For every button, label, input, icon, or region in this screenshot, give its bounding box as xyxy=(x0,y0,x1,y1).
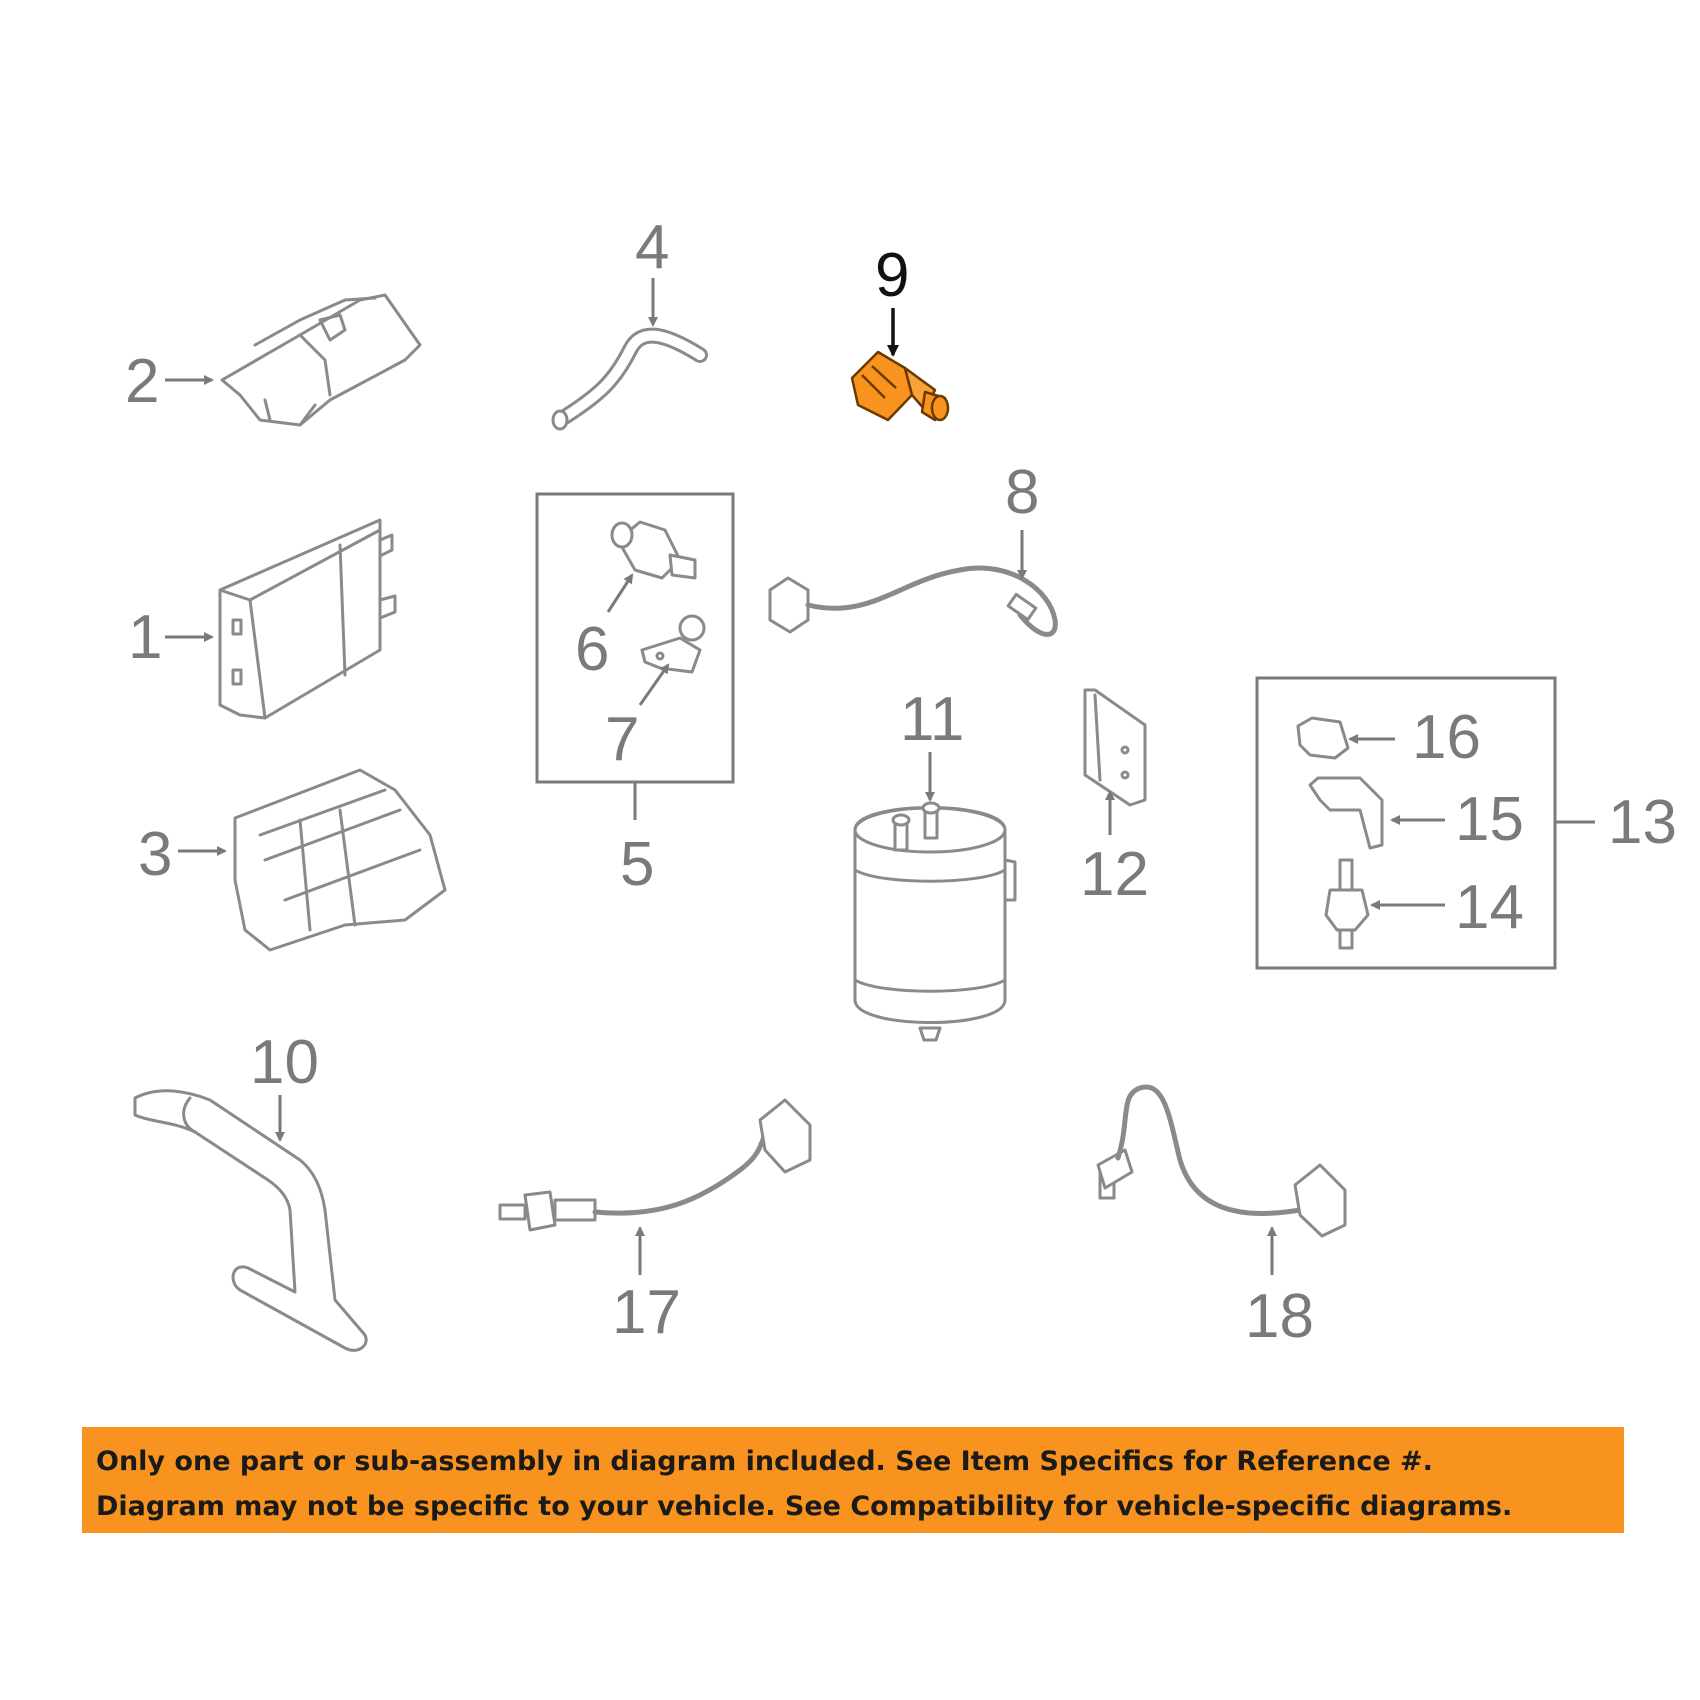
callout-15[interactable]: 15 xyxy=(1455,785,1524,854)
part-11-canister xyxy=(855,803,1015,1040)
callout-13[interactable]: 13 xyxy=(1608,788,1677,857)
disclaimer-banner xyxy=(82,1427,1624,1533)
disclaimer-line-1: Only one part or sub-assembly in diagram included. See Item Specifics for Reference #. xyxy=(96,1446,1433,1477)
part-3-bracket xyxy=(235,770,445,950)
callout-16[interactable]: 16 xyxy=(1412,703,1481,772)
callout-18[interactable]: 18 xyxy=(1245,1282,1314,1351)
callout-9[interactable]: 9 xyxy=(875,241,910,310)
part-15-bracket xyxy=(1310,778,1382,848)
callout-1[interactable]: 1 xyxy=(128,603,163,672)
part-4-hose xyxy=(553,336,700,429)
callout-5[interactable]: 5 xyxy=(620,830,655,899)
part-12-bracket xyxy=(1085,690,1145,805)
part-6-sensor xyxy=(612,522,695,578)
callout-17[interactable]: 17 xyxy=(612,1278,681,1347)
leader-7 xyxy=(640,665,668,705)
callout-7[interactable]: 7 xyxy=(605,705,640,774)
callout-8[interactable]: 8 xyxy=(1005,458,1040,527)
callout-10[interactable]: 10 xyxy=(250,1028,319,1097)
part-1-canister xyxy=(220,520,395,718)
part-10-pipe xyxy=(135,1091,366,1351)
callout-11[interactable]: 11 xyxy=(900,685,965,754)
part-2-heat-shield xyxy=(222,295,420,425)
callout-3[interactable]: 3 xyxy=(138,820,173,889)
callout-12[interactable]: 12 xyxy=(1080,840,1149,909)
part-9-valve-highlighted[interactable] xyxy=(852,352,948,420)
part-8-sensor-harness xyxy=(770,568,1055,634)
callout-14[interactable]: 14 xyxy=(1455,873,1524,942)
leader-6 xyxy=(608,575,632,612)
disclaimer-line-2: Diagram may not be specific to your vehicle. See Compatibility for vehicle-specific diagrams. xyxy=(96,1491,1513,1522)
part-18-sensor-harness xyxy=(1098,1087,1345,1236)
part-16-cap xyxy=(1298,718,1348,758)
callout-2[interactable]: 2 xyxy=(125,347,160,416)
callout-4[interactable]: 4 xyxy=(635,213,670,282)
part-14-valve xyxy=(1326,860,1368,948)
part-7-clamp xyxy=(642,616,704,672)
callout-6[interactable]: 6 xyxy=(575,615,610,684)
part-17-sensor-harness xyxy=(500,1100,810,1230)
